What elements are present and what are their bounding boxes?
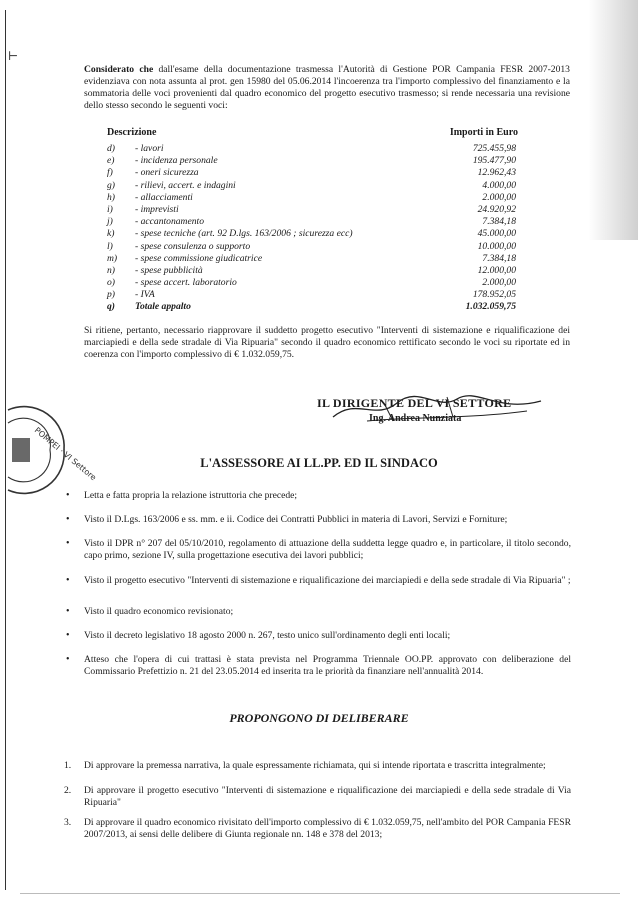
assessore-heading: L'ASSESSORE AI LL.PP. ED IL SINDACO: [200, 456, 438, 470]
header-amount: Importi in Euro: [449, 127, 518, 138]
row-desc: - imprevisti: [135, 203, 179, 215]
row-amount: 24.920,92: [477, 203, 516, 215]
row-desc: - spese tecniche (art. 92 D.lgs. 163/2006 ; sicurezza ecc): [135, 228, 353, 240]
row-amount: 178.952,05: [472, 289, 516, 301]
row-desc: - allacciamenti: [135, 191, 193, 203]
table-row: [107, 180, 516, 192]
table-row: [107, 253, 516, 265]
row-desc: - oneri sicurezza: [135, 167, 199, 179]
row-letter: l): [107, 240, 113, 252]
table-row: [107, 289, 516, 301]
row-amount: 12.962,43: [477, 167, 516, 179]
bullet-dot: •: [66, 630, 70, 641]
intro-lead: Considerato che: [84, 64, 154, 75]
row-letter: i): [107, 203, 113, 215]
row-desc: - rilievi, accert. e indagini: [135, 179, 236, 191]
row-amount: 10.000,00: [477, 240, 516, 252]
row-amount: 7.384,18: [482, 252, 516, 264]
item-number: 2.: [64, 785, 72, 796]
list-item-text: Visto il decreto legislativo 18 agosto 2000 n. 267, testo unico sull'ordinamento degli enti locali;: [84, 630, 451, 641]
item-number: 1.: [64, 760, 72, 771]
row-desc: - IVA: [135, 289, 155, 301]
intro-text: dall'esame della documentazione trasmessa l'Autorità di Gestione POR Campania FESR 2007-2013 evidenziava con nota assunta al prot. gen 15980 del 05.06.2014 l'incoerenza tra l'importo complessivo del finanziamento e la sommatoria delle voci provenienti dal quadro economico del progetto esecutivo trasmesso; si rende necessaria una revisione dello stesso secondo le seguenti voci:: [84, 64, 570, 111]
bullet-dot: •: [66, 514, 70, 525]
row-letter: n): [107, 264, 115, 276]
row-letter: d): [107, 143, 115, 154]
row-amount: 4.000,00: [482, 179, 516, 191]
row-letter: m): [107, 252, 118, 264]
propongono-heading: PROPONGONO DI DELIBERARE: [229, 711, 409, 725]
row-desc: - spese consulenza o supporto: [135, 240, 251, 252]
signature-name: Ing. Andrea Nunziata: [369, 413, 462, 424]
row-letter: k): [107, 228, 115, 240]
bullet-dot: •: [66, 490, 70, 501]
list-item-text: Visto il D.Lgs. 163/2006 e ss. mm. e ii. Codice dei Contratti Pubblici in materia di Lavori, Servizi e Forniture;: [84, 514, 508, 525]
item-number: 3.: [64, 817, 72, 828]
row-amount: 12.000,00: [477, 264, 516, 276]
row-letter: o): [107, 277, 115, 289]
row-letter: q): [107, 301, 115, 313]
row-amount: 45.000,00: [477, 228, 516, 240]
page-bottom-rule: [20, 893, 620, 894]
row-letter: g): [107, 179, 115, 191]
table-row: [107, 277, 516, 289]
list-item-text: Atteso che l'opera di cui trattasi è stata prevista nel Programma Triennale OO.PP. approvato con deliberazione del Commissario Prefettizio n. 21 del 23.05.2014 ed inserita tra le priorità da finanziare nell'annualità 2014.: [84, 654, 571, 677]
bullet-dot: •: [66, 575, 70, 586]
scan-shadow: [588, 0, 638, 240]
row-amount: 2.000,00: [482, 191, 516, 203]
table-row: [107, 204, 516, 216]
row-desc: - spese pubblicità: [135, 264, 203, 276]
table-row: [107, 155, 516, 167]
table-row: [107, 241, 516, 253]
bullet-dot: •: [66, 654, 70, 665]
table-row: [107, 228, 516, 240]
row-desc: - accantonamento: [135, 216, 205, 228]
bullet-dot: •: [66, 538, 70, 549]
row-desc: - spese accert. laboratorio: [135, 277, 237, 289]
table-row: [107, 216, 516, 228]
margin-tick-mark: ⊢: [8, 49, 19, 63]
list-item-text: Letta e fatta propria la relazione istruttoria che precede;: [84, 490, 298, 501]
item-text: Di approvare il progetto esecutivo "Interventi di sistemazione e riqualificazione dei marciapiedi e della sede stradale di Via Ripuaria": [84, 785, 571, 808]
table-row: [107, 265, 516, 277]
row-letter: p): [107, 289, 115, 301]
intro-paragraph: [84, 64, 570, 112]
second-paragraph: Si ritiene, pertanto, necessario riapprovare il suddetto progetto esecutivo "Interventi di sistemazione e riqualificazione dei marciapiedi e della sede stradale di Via Ripuaria" secondo il quadro economico rettificato secondo le voci su riportate ed in coerenza con l'importo complessivo di € 1.032.059,75.: [84, 325, 570, 360]
table-row: [107, 143, 516, 155]
stamp-text: POMPEI · VI Settore: [32, 425, 98, 483]
row-amount: 2.000,00: [482, 277, 516, 289]
cost-table-rows: [107, 143, 516, 314]
row-desc: - spese commissione giudicatrice: [135, 252, 263, 264]
list-item-text: Visto il DPR n° 207 del 05/10/2010, regolamento di attuazione della suddetta legge quadro e, in particolare, il titolo secondo, capo primo, sezione IV, sulla progettazione esecutiva dei lavori pubblici;: [84, 538, 571, 561]
bullet-dot: •: [66, 606, 70, 617]
header-description: Descrizione: [107, 127, 157, 138]
row-amount: 7.384,18: [482, 216, 516, 228]
item-text: Di approvare il quadro economico rivisitato dell'importo complessivo di € 1.032.059,75, nell'ambito del POR Campania FESR 2007/2013, ai sensi delle delibere di Giunta regionale nn. 148 e 378 del 2013;: [84, 817, 571, 840]
total-row: [107, 301, 516, 313]
handwritten-signature: [327, 391, 547, 427]
signature-block: [317, 396, 557, 424]
row-amount: 725.455,98: [472, 143, 516, 154]
table-row: [107, 167, 516, 179]
table-row: [107, 192, 516, 204]
row-letter: j): [107, 216, 113, 228]
item-text: Di approvare la premessa narrativa, la quale espressamente richiamata, qui si intende riportata e trascritta integralmente;: [84, 760, 546, 771]
row-desc: - lavori: [135, 143, 164, 154]
row-letter: h): [107, 191, 115, 203]
row-amount: 1.032.059,75: [465, 301, 516, 313]
row-desc: - incidenza personale: [135, 155, 218, 167]
row-amount: 195.477,90: [472, 155, 516, 167]
list-item-text: Visto il progetto esecutivo "Interventi di sistemazione e riqualificazione dei marciapiedi e della sede stradale di Via Ripuaria" ;: [84, 575, 571, 586]
row-letter: f): [107, 167, 113, 179]
official-stamp: [4, 405, 98, 495]
row-letter: e): [107, 155, 115, 167]
signature-title: IL DIRIGENTE DEL VI SETTORE: [317, 396, 512, 410]
list-item-text: Visto il quadro economico revisionato;: [84, 606, 234, 617]
row-desc: Totale appalto: [135, 301, 191, 313]
